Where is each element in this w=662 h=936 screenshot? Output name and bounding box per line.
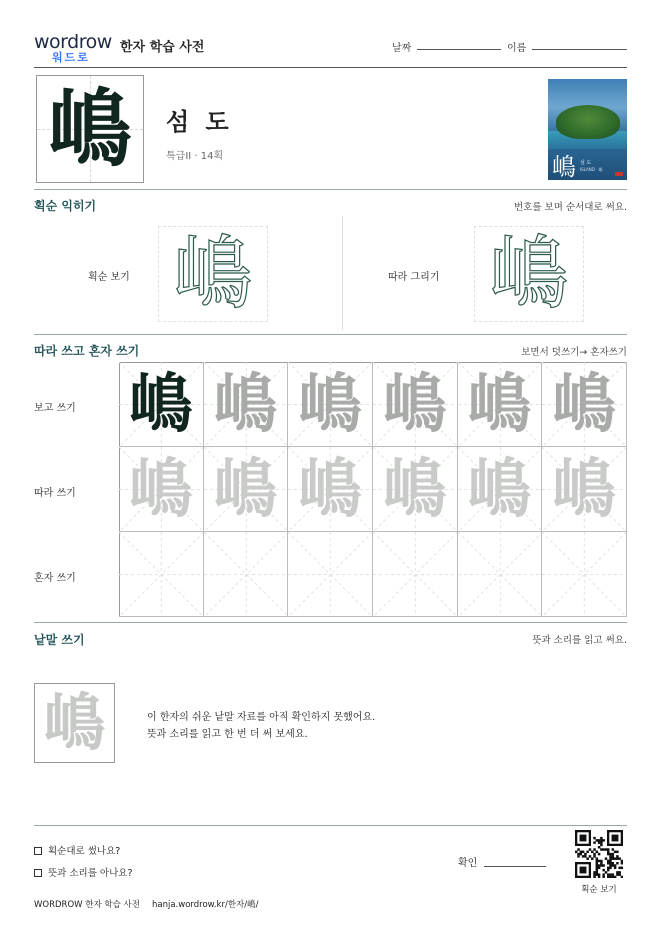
section-divider xyxy=(34,189,627,190)
checklist-label: 획순대로 썼나요? xyxy=(48,846,121,857)
practice-character: 嶋 xyxy=(467,452,532,527)
practice-cell[interactable] xyxy=(373,362,458,447)
hero-meta: 특급II · 14획 xyxy=(166,151,224,162)
practice-cell[interactable] xyxy=(288,532,373,617)
vocab-character: 嶋 xyxy=(43,686,106,759)
stroke-view-label: 획순 보기 xyxy=(88,272,130,283)
practice-cell[interactable] xyxy=(288,447,373,532)
stroke-trace-label: 따라 그리기 xyxy=(388,272,440,283)
cover-badge xyxy=(615,172,623,176)
practice-cell[interactable] xyxy=(458,447,543,532)
qr-label: 획순 보기 xyxy=(581,885,617,895)
book-cover-image xyxy=(548,79,627,180)
practice-character: 嶋 xyxy=(382,452,447,527)
practice-character: 嶋 xyxy=(552,367,617,442)
practice-cell[interactable] xyxy=(119,532,204,617)
qr-code-icon[interactable] xyxy=(575,830,623,878)
cell-guide-lines xyxy=(204,532,289,617)
row-label-free: 혼자 쓰기 xyxy=(34,573,76,584)
checkbox[interactable] xyxy=(34,847,42,855)
checklist-label: 뜻과 소리를 아나요? xyxy=(48,868,133,879)
practice-cell[interactable] xyxy=(119,362,204,447)
practice-character: 嶋 xyxy=(128,452,193,527)
practice-character: 嶋 xyxy=(213,367,278,442)
name-field[interactable] xyxy=(532,49,627,50)
date-field[interactable] xyxy=(417,49,501,50)
checkbox[interactable] xyxy=(34,869,42,877)
practice-cell[interactable] xyxy=(458,362,543,447)
checklist-item-meaning[interactable] xyxy=(34,865,133,879)
logo-wordmark: wordrow xyxy=(34,31,112,53)
row-label-view: 보고 쓰기 xyxy=(34,403,76,414)
practice-cell[interactable] xyxy=(458,532,543,617)
footer-brand: WORDROW 한자 학습 사전 xyxy=(34,900,140,910)
row-label-trace: 따라 쓰기 xyxy=(34,488,76,499)
vocab-message-line1: 이 한자의 쉬운 낱말 자료를 아직 확인하지 못했어요. xyxy=(147,712,376,723)
practice-cell[interactable] xyxy=(288,362,373,447)
practice-character: 嶋 xyxy=(552,452,617,527)
cell-guide-lines xyxy=(373,532,458,617)
practice-character: 嶋 xyxy=(298,452,363,527)
logo-korean: 워드로 xyxy=(52,51,90,64)
hero-character: 嶋 xyxy=(47,79,132,178)
stroke-section-title: 획순 익히기 xyxy=(34,199,97,213)
confirm-field[interactable] xyxy=(484,866,546,867)
stroke-section-note: 번호를 보며 순서대로 써요. xyxy=(513,202,627,213)
cover-caption: ISLAND · 嶋 xyxy=(580,167,603,172)
vocab-message-line2: 뜻과 소리를 읽고 한 번 더 써 보세요. xyxy=(147,729,308,740)
footer-divider xyxy=(34,825,627,826)
date-label: 날짜 xyxy=(392,43,412,54)
practice-cell[interactable] xyxy=(542,447,627,532)
practice-character: 嶋 xyxy=(213,452,278,527)
practice-character: 嶋 xyxy=(382,367,447,442)
vocab-section-note: 뜻과 소리를 읽고 써요. xyxy=(532,635,627,646)
footer-url[interactable]: hanja.wordrow.kr/한자/嶋/ xyxy=(152,900,259,910)
cell-guide-lines xyxy=(288,532,373,617)
section-divider xyxy=(34,622,627,623)
practice-character: 嶋 xyxy=(128,367,193,442)
practice-cell[interactable] xyxy=(542,532,627,617)
header-divider xyxy=(34,67,627,68)
practice-cell[interactable] xyxy=(373,447,458,532)
stroke-trace-character: 嶋 xyxy=(489,227,569,320)
cover-island xyxy=(556,105,620,139)
confirm-label: 확인 xyxy=(458,858,478,869)
cell-guide-lines xyxy=(119,532,204,617)
hero-reading: 섬 도 xyxy=(166,108,233,136)
vocab-section-title: 낱말 쓰기 xyxy=(34,633,85,647)
practice-cell[interactable] xyxy=(204,362,289,447)
stroke-divider xyxy=(342,216,343,330)
stroke-order-character: 嶋 xyxy=(173,227,253,320)
practice-cell[interactable] xyxy=(204,447,289,532)
practice-cell[interactable] xyxy=(373,532,458,617)
cell-guide-lines xyxy=(458,532,543,617)
section-divider xyxy=(34,334,627,335)
practice-grid xyxy=(119,362,627,617)
cover-reading: 섬 도 xyxy=(580,160,592,166)
site-title: 한자 학습 사전 xyxy=(120,40,205,55)
practice-section-note: 보면서 덧쓰기→ 혼자쓰기 xyxy=(521,347,627,358)
practice-section-title: 따라 쓰고 혼자 쓰기 xyxy=(34,344,140,358)
name-label: 이름 xyxy=(507,43,527,54)
cover-character: 嶋 xyxy=(552,153,576,180)
practice-character: 嶋 xyxy=(298,367,363,442)
practice-character: 嶋 xyxy=(467,367,532,442)
checklist-item-stroke[interactable] xyxy=(34,843,120,857)
practice-cell[interactable] xyxy=(119,447,204,532)
practice-cell[interactable] xyxy=(542,362,627,447)
cell-guide-lines xyxy=(542,532,627,617)
practice-cell[interactable] xyxy=(204,532,289,617)
